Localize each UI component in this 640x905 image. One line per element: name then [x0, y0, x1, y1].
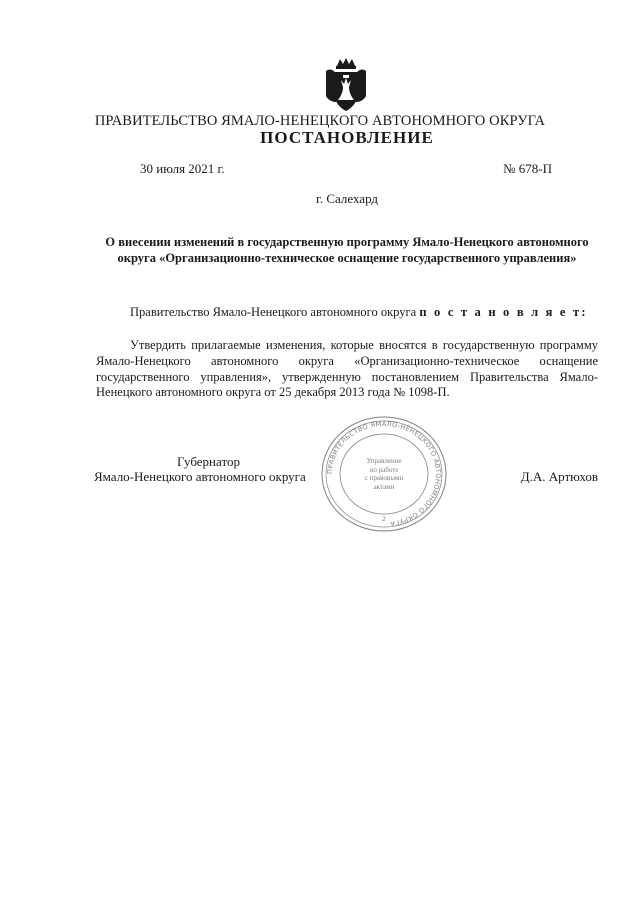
signatory-title: Губернатор: [177, 454, 240, 469]
seal-line: Управление: [366, 457, 402, 465]
body-paragraph: Утвердить прилагаемые изменения, которые вносятся в государственную программу Ямало-Ненецкого автономного округа «Организационно-техническое оснащение государственного управления», утвержденную постановлением Правительства Ямало-Ненецкого автономного округа от 25 декабря 2013 года № 1098-П.: [96, 338, 598, 400]
document-type-heading: ПОСТАНОВЛЕНИЕ: [260, 128, 434, 147]
decree-keyword: п о с т а н о в л я е т:: [419, 305, 588, 319]
document-city: г. Салехард: [315, 191, 379, 206]
decree-intro: Правительство Ямало-Ненецкого автономного округа: [130, 305, 420, 319]
government-heading: ПРАВИТЕЛЬСТВО ЯМАЛО-НЕНЕЦКОГО АВТОНОМНОГО ОКРУГА: [94, 113, 546, 129]
coat-of-arms-icon: [320, 56, 372, 114]
seal-line: актами: [373, 482, 395, 491]
seal-center-text: [320, 415, 448, 533]
seal-ring-text: ПРАВИТЕЛЬСТВО ЯМАЛО-НЕНЕЦКОГО АВТОНОМНОГО ОКРУГА: [325, 419, 443, 528]
seal-line: с правовыми: [364, 474, 404, 482]
seal-number: 2: [382, 516, 386, 523]
signatory-organization: Ямало-Ненецкого автономного округа: [94, 469, 306, 484]
official-seal: [320, 415, 448, 533]
document-number: № 678-П: [503, 161, 552, 176]
decree-line: [130, 305, 588, 320]
seal-line: по работе: [369, 465, 399, 474]
document-date: 30 июля 2021 г.: [140, 161, 225, 176]
document-subject: О внесении изменений в государственную программу Ямало-Ненецкого автономного округа «Организационно-техническое оснащение государственного управления»: [105, 235, 589, 265]
signatory-name: Д.А. Артюхов: [520, 469, 598, 484]
